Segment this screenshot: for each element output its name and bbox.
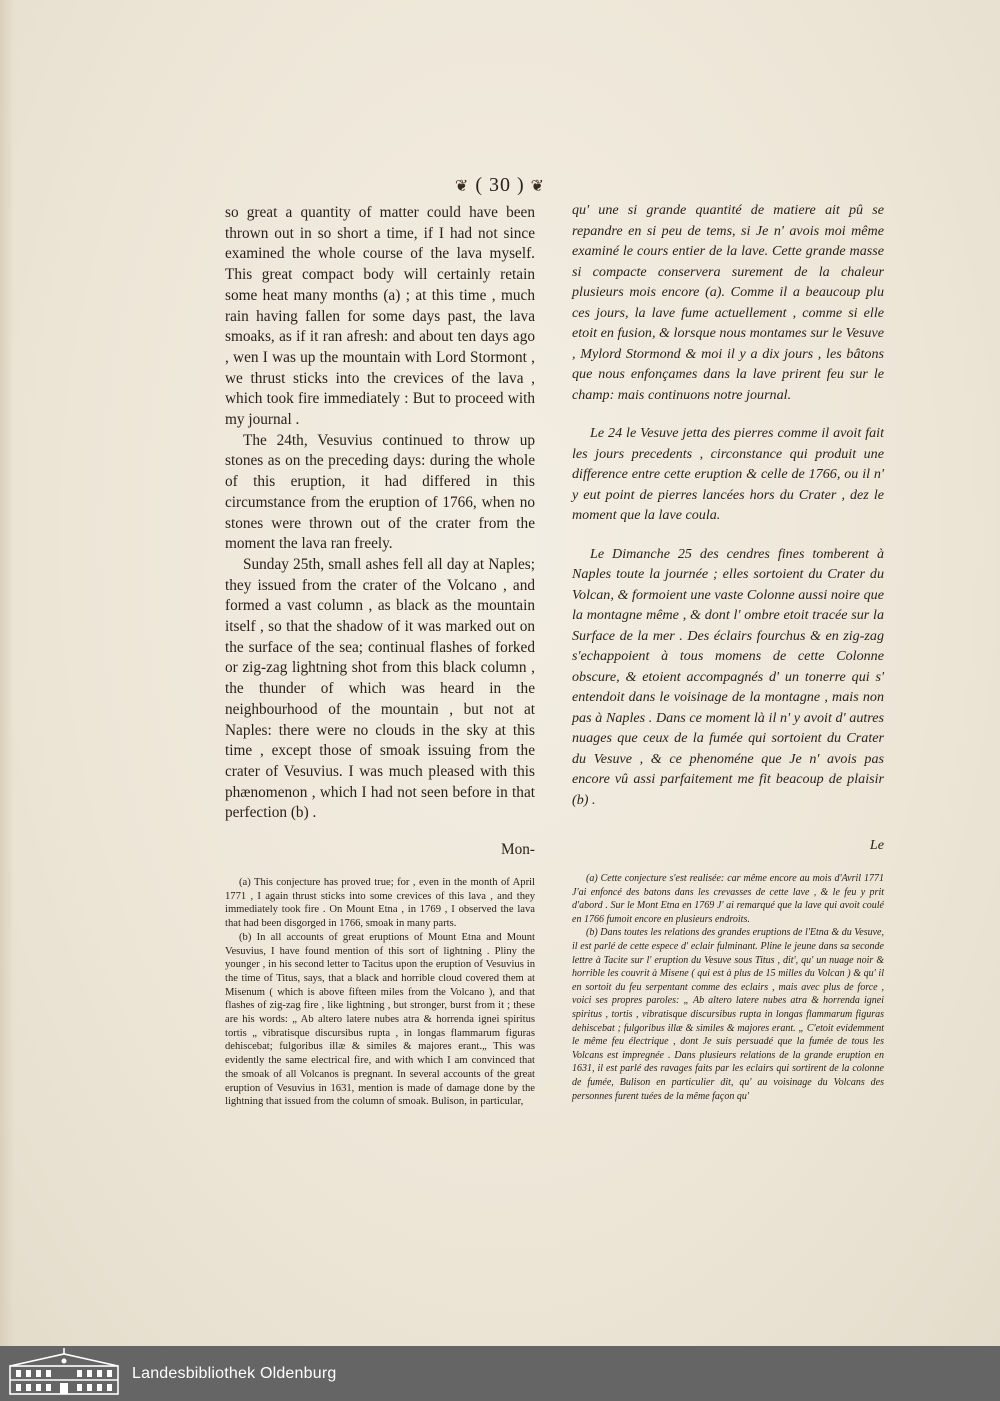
library-name: Landesbibliothek Oldenburg — [132, 1364, 337, 1382]
french-paragraph: qu' une si grande quantité de matiere ait pû se repandre en si peu de tems, si Je n' avois moi même examiné le cours entier de la lave. Cette grande masse si compacte conservera surement de la chaleur plusieurs mois encore (a). Comme il a beaucoup plu ces jours, la lave fume actuellement , comme si elle etoit en fusion, & lorsque nous montames sur le Vesuve , Mylord Stormond & moi il y a dix jours , les bâtons que nous enfonçames dans la lave prirent feu sur le champ: mais continuons notre journal. — [572, 202, 884, 403]
english-footnote: (b) In all accounts of great eruptions of Mount Etna and Mount Vesuvius, I have found mention of this sort of lightning . Pliny the younger , in his second letter to Tacitus upon the eruption of Vesuvius in the time of Titus, says, that a black and horrible cloud covered them at Misenum ( which is above fifteen miles from the Volcano ), and that flashes of zig-zag fire , like lightning , but stronger, burst from it ; these are his words: „ Ab altero latere nubes atra & horrenda ignei spiritus tortis „ vibratisque discursibus rupta , in longas flammarum figuras dehiscebat; fulgoribus illæ & similes & majores erant.„ This was evidently the same electrical fire, and with which I am convinced that the smoak of all Volcanos is pregnant. In several accounts of the great eruption of Vesuvius in 1631, mention is made of damage done by the lightning that issued from the column of smoak. Bulison, in particular, — [225, 931, 535, 1108]
english-footnotes — [225, 876, 535, 1109]
english-paragraph: so great a quantity of matter could have been thrown out in so short a time, if I had not since examined the whole course of the lava myself. This great compact body will certainly retain some heat many months (a) ; at this time , much rain having fallen for some days past, the lava smoaks, as if it ran afresh: and about ten days ago , wen I was up the mountain with Lord Stormont , we thrust sticks into the crevices of the lava , which took fire immediately : But to proceed with my journal . — [225, 204, 535, 429]
left-ornament-icon: ❦ — [454, 178, 470, 195]
english-paragraph: The 24th, Vesuvius continued to throw up stones as on the preceding days: during the whole of this eruption, it had differed in this circumstance from the eruption of 1766, when no stones were thrown out of the crater from the moment the lava ran freely. — [225, 431, 535, 553]
french-catchword: Le — [869, 837, 884, 853]
french-column — [572, 200, 884, 810]
right-ornament-icon: ❦ — [530, 178, 546, 195]
english-column — [225, 203, 535, 824]
page-number: ( 30 ) — [475, 174, 525, 196]
english-catchword: Mon- — [501, 841, 535, 858]
french-footnotes — [572, 872, 884, 1103]
french-footnote: (b) Dans toutes les relations des grandes eruptions de l'Etna & du Vesuve, il est parlé de cette espece d' eclair fulminant. Pline le jeune dans sa seconde lettre à Tacite sur l' eruption du Vesuve sous Titus , dit', qu' un nuage noir & horrible les couvrit à Misene ( qui est à plus de 15 milles du Volcan ) & qu' il en sortoit du feu serpentant comme des eclairs , mais avec plus de force , voici ses propres paroles: „ Ab altero latere nubes atra & horrenda ignei spiritus , tortis , vibratisque discursibus rupta in longas flammarum figuras dehiscebat ; fulgoribus illæ & similes & majores erant. „ C'etoit evidemment le même feu électrique , dont Je suis persuadé que la fumée de tous les Volcans est impregnée . Dans plusieurs relations de la grande eruption en 1631, il est parlé des ravages faits par les eclairs qui sortirent de la colonne de fumée, Bulison en particulier dit, qu' au voisinage du Volcans des personnes furent tuées de la même façon qu' — [572, 927, 884, 1102]
french-footnote: (a) Cette conjecture s'est realisée: car même encore au mois d'Avril 1771 J'ai enfoncé des batons dans les crevasses de cette lave , & le feu y prit d'abord . Sur le Mont Etna en 1769 J' ai remarqué que la lave qui avoit coulé en 1766 fumoit encore en plusieurs endroits. — [572, 873, 884, 925]
english-paragraph: Sunday 25th, small ashes fell all day at Naples; they issued from the crater of the Volcano , and formed a vast column , as black as the mountain itself , so that the shadow of it was marked out on the surface of the sea; continual flashes of forked or zig-zag lightning shot from this black column , the thunder of which was heard in the neighbourhood of the mountain , but not at Naples: there were no clouds in the sky at this time , except those of smoak issuing from the crater of Vesuvius. I was much pleased with this phænomenon , which I had not seen before in that perfection (b) . — [225, 555, 535, 822]
page-header — [0, 174, 1000, 197]
french-paragraph: Le 24 le Vesuve jetta des pierres comme il avoit fait les jours precedents , circonstance qui produit une difference entre cette eruption & celle de 1766, ou il n' y eut point de pierres lancées hors du Crater , dez le moment que la lave coula. — [572, 425, 884, 523]
library-footer — [0, 1346, 1000, 1401]
page-edge-shadow — [0, 0, 14, 1346]
english-footnote: (a) This conjecture has proved true; for , even in the month of April 1771 , I again thrust sticks into some crevices of this lava , and they immediately took fire . On Mount Etna , in 1769 , I observed the lava that had been disgorged in 1766, smoak in many parts. — [225, 877, 535, 930]
french-paragraph: Le Dimanche 25 des cendres fines tomberent à Naples toute la journée ; elles sortoient du Crater du Volcan, & formoient une vaste Colonne aussi noire que la montagne même , & dont l' ombre etoit tracée sur la Surface de la mer . Des éclairs fourchus & en zig-zag s'echappoient à tous momens de cette Colonne obscure, & etoient accompagnés d' un tonerre qui s' entendoit dans le voisinage de la montagne , mais non pas à Naples . Dans ce moment là il n' y avoit d' autres nuages que ceux de la fumée qui sortoient du Crater du Vesuve , & ce phenoméne que Je n' avois pas encore vû assi parfaitement me fit beacoup de plaisir (b) . — [572, 545, 884, 808]
library-building-logo-icon — [4, 1346, 124, 1401]
